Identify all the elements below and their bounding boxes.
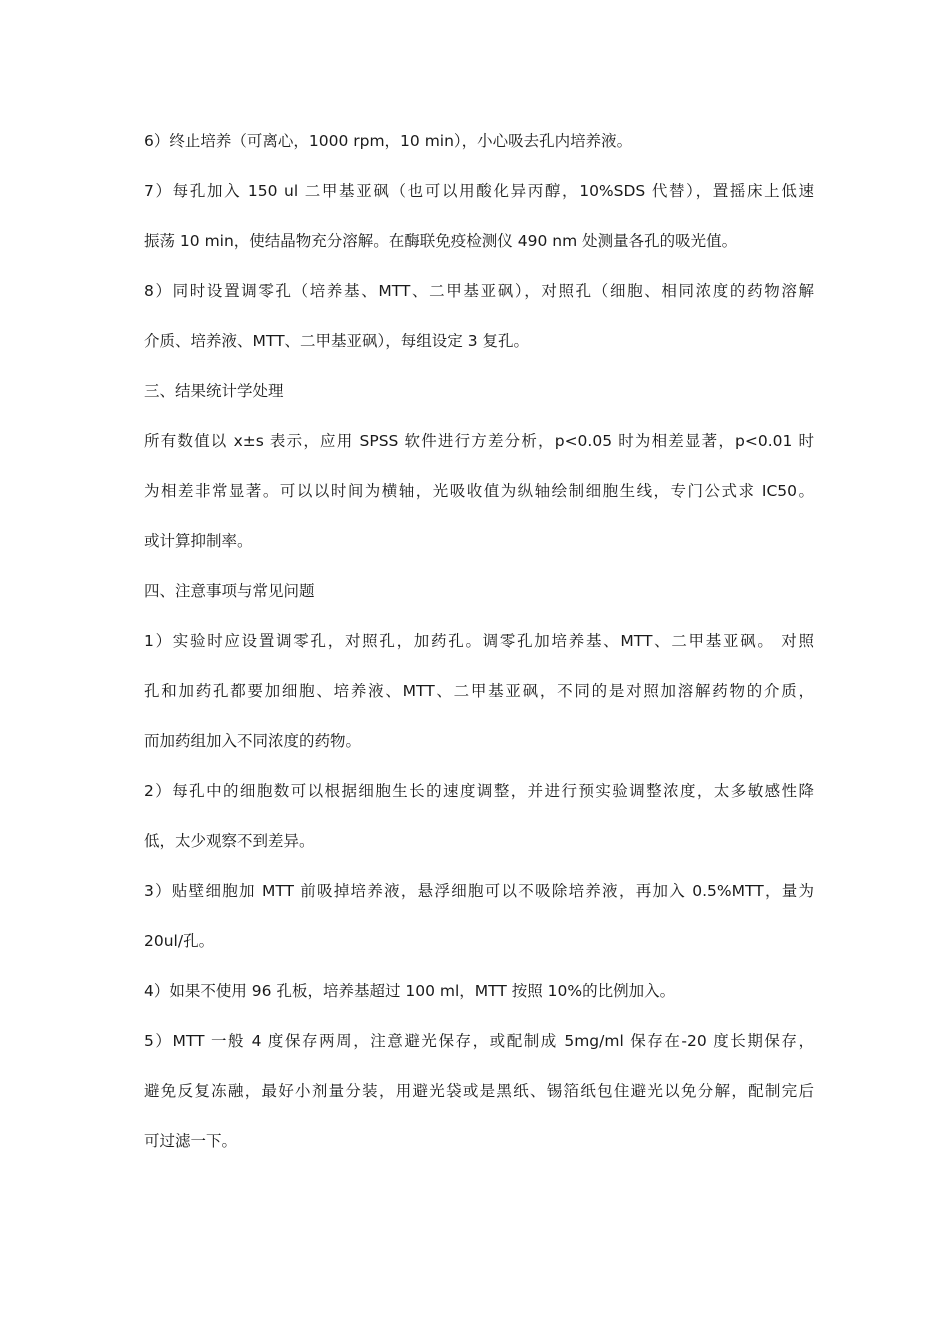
note-2-line-2: 低，太少观察不到差异。	[144, 832, 315, 850]
section-3-heading: 三、结果统计学处理	[144, 382, 284, 400]
step-7-line-1: 7）每孔加入 150 ul 二甲基亚砜（也可以用酸化异丙醇，10%SDS 代替），置摇床上低速	[144, 182, 814, 200]
stats-line-2: 为相差非常显著。可以以时间为横轴，光吸收值为纵轴绘制细胞生线，专门公式求 IC50。	[144, 482, 814, 500]
note-1-line-3: 而加药组加入不同浓度的药物。	[144, 732, 362, 750]
step-7-line-2: 振荡 10 min，使结晶物充分溶解。在酶联免疫检测仪 490 nm 处测量各孔的吸光值。	[144, 232, 738, 250]
note-4-line: 4）如果不使用 96 孔板，培养基超过 100 ml，MTT 按照 10%的比例加入。	[144, 982, 676, 1000]
note-2-line-1: 2）每孔中的细胞数可以根据细胞生长的速度调整，并进行预实验调整浓度，太多敏感性降	[144, 782, 814, 800]
stats-line-3: 或计算抑制率。	[144, 532, 253, 550]
note-1-line-1: 1）实验时应设置调零孔，对照孔，加药孔。调零孔加培养基、MTT、二甲基亚砜。 对照	[144, 632, 814, 650]
step-8-line-1: 8）同时设置调零孔（培养基、MTT、二甲基亚砜），对照孔（细胞、相同浓度的药物溶解	[144, 282, 814, 300]
note-5-line-2: 避免反复冻融，最好小剂量分装，用避光袋或是黑纸、锡箔纸包住避光以免分解，配制完后	[144, 1082, 814, 1100]
stats-line-1: 所有数值以 x±s 表示，应用 SPSS 软件进行方差分析，p<0.05 时为相差显著，p<0.01 时	[144, 432, 814, 450]
step-8-line-2: 介质、培养液、MTT、二甲基亚砜），每组设定 3 复孔。	[144, 332, 530, 350]
note-5-line-1: 5）MTT 一般 4 度保存两周，注意避光保存，或配制成 5mg/ml 保存在-20 度长期保存，	[144, 1032, 814, 1050]
step-6-line: 6）终止培养（可离心，1000 rpm，10 min），小心吸去孔内培养液。	[144, 132, 633, 150]
note-3-line-1: 3）贴壁细胞加 MTT 前吸掉培养液，悬浮细胞可以不吸除培养液，再加入 0.5%MTT，量为	[144, 882, 814, 900]
note-3-line-2: 20ul/孔。	[144, 932, 215, 950]
note-1-line-2: 孔和加药孔都要加细胞、培养液、MTT、二甲基亚砜，不同的是对照加溶解药物的介质，	[144, 682, 814, 700]
note-5-line-3: 可过滤一下。	[144, 1132, 238, 1150]
section-4-heading: 四、注意事项与常见问题	[144, 582, 315, 600]
